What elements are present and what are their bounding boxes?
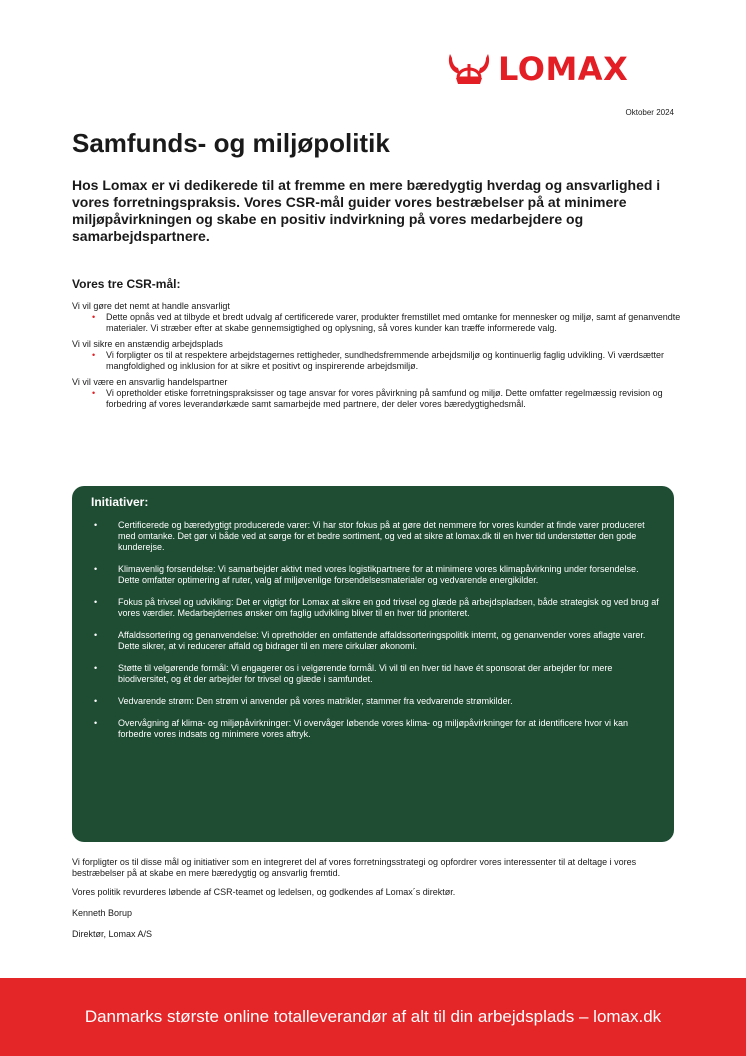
goal-text: Vi opretholder etiske forretningspraksisser og tage ansvar for vores påvirkning på samfund og miljø. Dette omfatter regelmæssig revision og forbedring af vores leverandørkæde samt samarbejde med partnere, der deler vores bæredygtighedsmål. (106, 388, 663, 409)
viking-helmet-icon (446, 52, 492, 86)
goal-text: Dette opnås ved at tilbyde et bredt udvalg af certificerede varer, produkter fremstillet med omtanke for mennesker og miljø, samt af genanvendte materialer. Vi stræber efter at skabe gennemsigtighed og oplysning, så vores kunder kan træffe informerede valg. (106, 312, 681, 333)
commitment-paragraph: Vi forpligter os til disse mål og initiativer som en integreret del af vores forretningsstrategi og opfordrer vores interessenter til at deltage i vores bestræbelser på at skabe en mere bæredygtig og ansvarlig fremtid. (72, 857, 637, 878)
goal-details (72, 312, 682, 334)
brand-name: LOMAX (498, 50, 629, 88)
goal-details (72, 388, 682, 410)
signatory-title: Direktør, Lomax A/S (72, 929, 153, 939)
initiatives-panel (72, 486, 674, 842)
goal-item (72, 377, 682, 410)
bullet-icon: • (94, 696, 98, 706)
brand-logo (446, 50, 680, 88)
goal-detail (72, 312, 682, 334)
goal-item (72, 301, 682, 334)
initiative-item (72, 520, 662, 553)
goals-list (72, 301, 682, 415)
initiatives-heading: Initiativer: (91, 495, 149, 509)
bullet-icon: • (92, 350, 96, 360)
bullet-icon: • (92, 388, 96, 398)
goal-title: Vi vil være en ansvarlig handelspartner (72, 377, 228, 387)
goal-details (72, 350, 682, 372)
initiative-item (72, 696, 662, 707)
goal-title: Vi vil gøre det nemt at handle ansvarligt (72, 301, 230, 311)
goal-text: Vi forpligter os til at respektere arbejdstagernes rettigheder, sundhedsfremmende arbejdsmiljø og kontinuerlig faglig udvikling. Vi værdsætter mangfoldighed og inklusion for at sikre et positivt og inspirerende arbejdsmiljø. (106, 350, 664, 371)
initiative-text: Vedvarende strøm: Den strøm vi anvender på vores matrikler, stammer fra vedvarende strømkilder. (118, 696, 513, 706)
lead-paragraph: Hos Lomax er vi dedikerede til at fremme en mere bæredygtig hverdag og ansvarlighed i vores forretningspraksis. Vores CSR-mål guider vores bestræbelser på at minimere miljøpåvirkningen og skabe en positiv indvirkning på vores medarbejdere og samarbejdspartnere. (72, 177, 661, 244)
initiative-text: Fokus på trivsel og udvikling: Det er vigtigt for Lomax at sikre en god trivsel og glæde på arbejdspladsen, både strategisk og ved brug af vores værdier. Medarbejdernes ønsker om faglig udvikling bliver til en hver tid prioriteret. (118, 597, 659, 618)
goal-title: Vi vil sikre en anstændig arbejdsplads (72, 339, 223, 349)
footer-banner (0, 978, 746, 1056)
initiative-item (72, 630, 662, 652)
initiative-text: Certificerede og bæredygtigt producerede varer: Vi har stor fokus på at gøre det nemmere for vores kunder at finde varer produceret med omtanke. Det gør vi både ved at sørge for et bedre sortiment, og ved at sikre at lomax.dk til en hver tid understøtter den gode kunderejse. (118, 520, 645, 552)
goals-heading: Vores tre CSR-mål: (72, 277, 181, 291)
page-title: Samfunds- og miljøpolitik (72, 128, 390, 158)
signatory-name: Kenneth Borup (72, 908, 133, 918)
bullet-icon: • (94, 564, 98, 574)
bullet-icon: • (94, 718, 98, 728)
goal-item (72, 339, 682, 372)
closing-section (72, 857, 682, 950)
initiative-text: Overvågning af klima- og miljøpåvirkninger: Vi overvåger løbende vores klima- og miljøpåvirkninger for at identificere hvor vi kan forbedre vores indsats og minimere vores aftryk. (118, 718, 629, 739)
initiative-text: Klimavenlig forsendelse: Vi samarbejder aktivt med vores logistikpartnere for at minimere vores klimapåvirkning under forsendelse. Dette omfatter optimering af ruter, valg af miljøvenlige forsendelsesmaterialer og vedvarende energikilder. (118, 564, 639, 585)
initiative-text: Affaldssortering og genanvendelse: Vi opretholder en omfattende affaldssorteringspolitik internt, og genanvender vores aflagte varer. Dette sikrer, at vi reducerer affald og bidrager til en mere cirkulær økonomi. (118, 630, 646, 651)
bullet-icon: • (94, 663, 98, 673)
initiative-item (72, 663, 662, 685)
initiative-item (72, 564, 662, 586)
document-date: Oktober 2024 (625, 108, 674, 117)
initiative-text: Støtte til velgørende formål: Vi engagerer os i velgørende formål. Vi vil til en hver tid have ét sponsorat der arbejder for mere biodiversitet, og ét der arbejder for trivsel og glæde i samfundet. (118, 663, 613, 684)
initiative-item (72, 597, 662, 619)
footer-tagline: Danmarks største online totalleverandør af alt til din arbejdsplads – lomax.dk (84, 1007, 662, 1026)
initiative-item (72, 718, 662, 740)
bullet-icon: • (92, 312, 96, 322)
bullet-icon: • (94, 520, 98, 530)
initiatives-list (72, 520, 662, 751)
bullet-icon: • (94, 597, 98, 607)
goal-detail (72, 350, 682, 372)
bullet-icon: • (94, 630, 98, 640)
review-paragraph: Vores politik revurderes løbende af CSR-teamet og ledelsen, og godkendes af Lomax´s direktør. (72, 887, 456, 897)
goal-detail (72, 388, 682, 410)
